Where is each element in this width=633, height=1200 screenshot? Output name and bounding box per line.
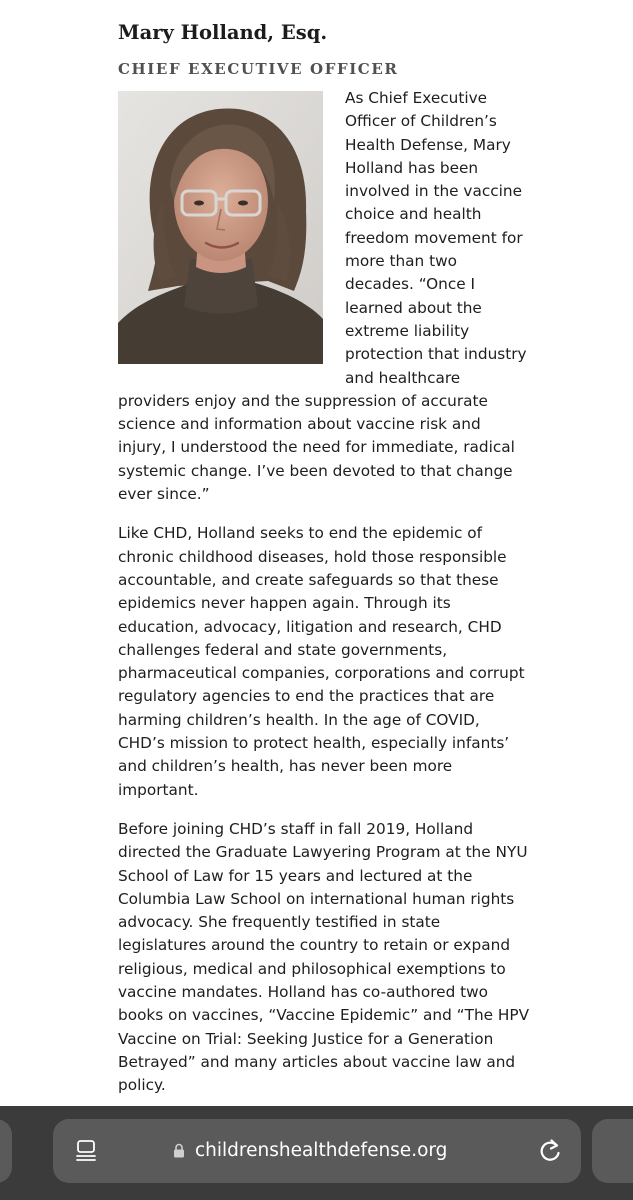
bio-paragraph-2: Like CHD, Holland seeks to end the epidemic of chronic childhood diseases, hold those responsible accountable, and create safeguards so that these epidemics never happen again. Through its education, advocacy, litigation and research, CHD challenges federal and state governments, pharmaceutical companies, corporations and corrupt regulatory agencies to end the practices that are harming children’s health. In the age of COVID, CHD’s mission to protect health, especially infants’ and children’s health, has never been more important.	[118, 524, 525, 799]
portrait-illustration	[118, 91, 323, 364]
bio-paragraph-1: As Chief Executive Officer of Children’s Health Defense, Mary Holland has been involved in the vaccine choice and health freedom movement for more than two decades. “Once I learned about the extreme liability protection that industry and healthcare providers enjoy and the suppression of accurate science and information about vaccine risk and injury, I understood the need for immediate, radical systemic change. I’ve been devoted to that change ever since.”	[118, 89, 527, 504]
profile-photo	[118, 91, 323, 364]
reload-icon[interactable]	[537, 1137, 563, 1165]
profile-name: Mary Holland, Esq.	[118, 21, 328, 44]
lock-icon	[173, 1143, 185, 1158]
previous-tab-preview[interactable]	[0, 1119, 12, 1183]
address-bar[interactable]	[53, 1119, 581, 1183]
bio-paragraph-3: Before joining CHD’s staff in fall 2019, Holland directed the Graduate Lawyering Program at the NYU School of Law for 15 years and lectured at the Columbia Law School on international human rights advocacy. She frequently testified in state legislatures around the country to retain or expand religious, medical and philosophical exemptions to vaccine mandates. Holland has co-authored two books on vaccines, “Vaccine Epidemic” and “The HPV Vaccine on Trial: Seeking Justice for a Generation Betrayed” and many articles about vaccine law and policy.	[118, 819, 530, 1095]
profile-section	[118, 20, 530, 1113]
next-tab-preview[interactable]	[592, 1119, 633, 1183]
browser-bottom-bar	[0, 1106, 633, 1200]
profile-title: CHIEF EXECUTIVE OFFICER	[118, 60, 399, 78]
url-text[interactable]: childrenshealthdefense.org	[195, 1140, 448, 1161]
tabs-icon[interactable]	[74, 1139, 98, 1163]
